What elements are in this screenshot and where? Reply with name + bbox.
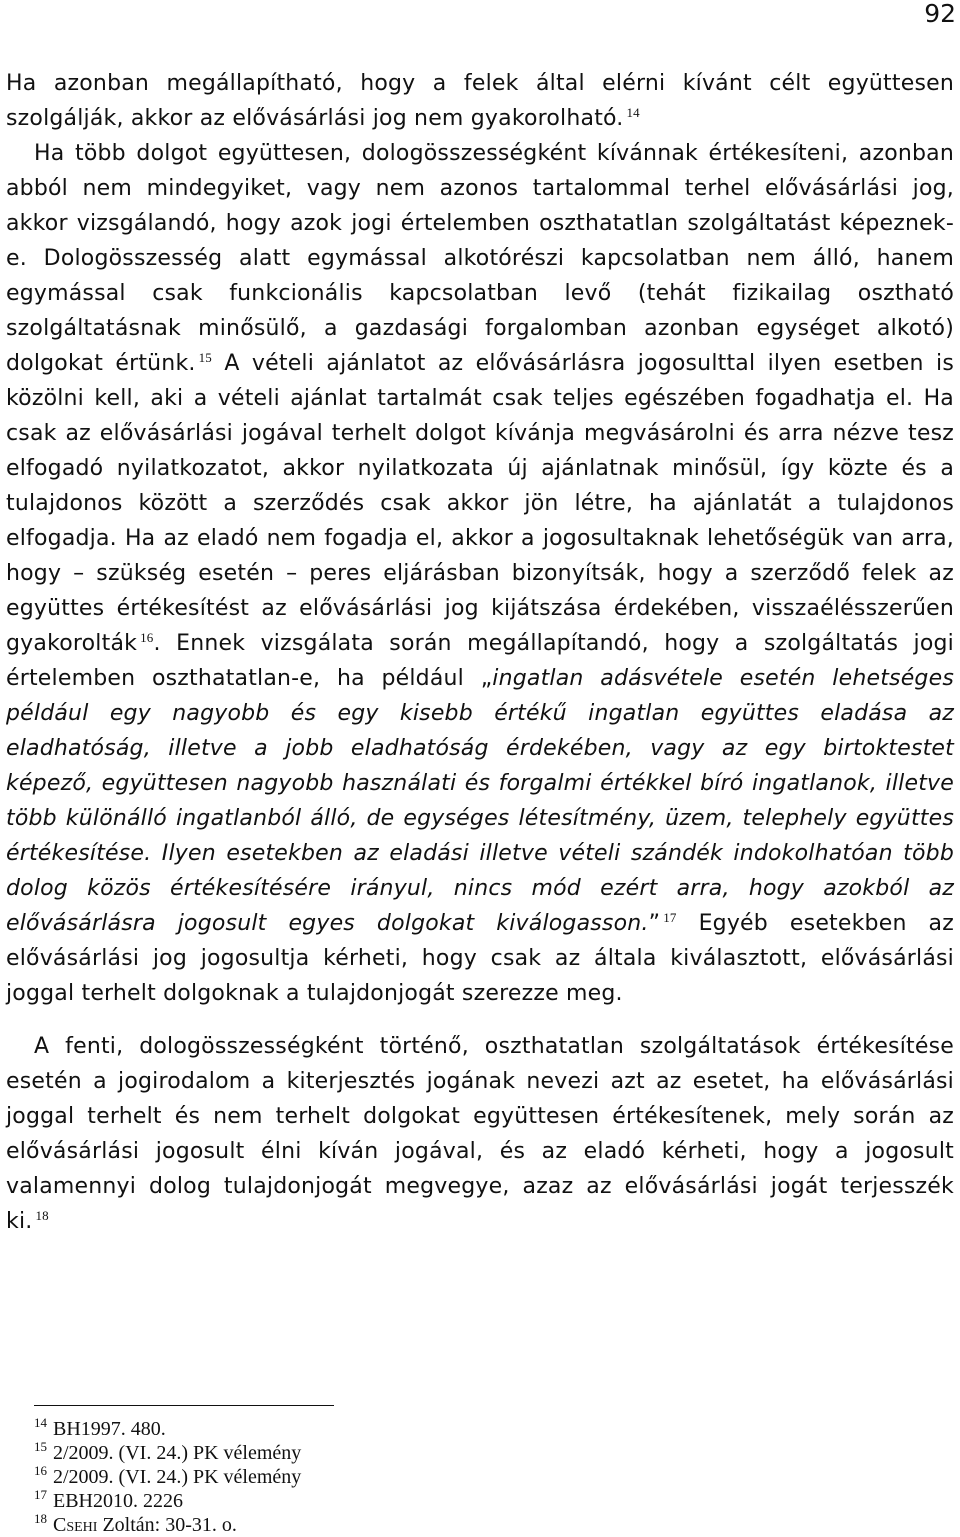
footnote-text: 2/2009. (VI. 24.) PK vélemény xyxy=(53,1466,302,1488)
footnote-ref-14[interactable]: 14 xyxy=(626,104,640,120)
footnote-number: 18 xyxy=(34,1511,47,1527)
footnote-number: 14 xyxy=(34,1415,47,1431)
paragraph-2 xyxy=(6,136,954,1011)
footnote-text: 2/2009. (VI. 24.) PK vélemény xyxy=(53,1442,302,1464)
footnote-number: 17 xyxy=(34,1487,47,1503)
footnote-18 xyxy=(34,1513,634,1537)
footnotes xyxy=(34,1417,634,1537)
footnote-ref-17[interactable]: 17 xyxy=(663,909,677,925)
footnote-number: 16 xyxy=(34,1463,47,1479)
main-text xyxy=(6,66,954,1239)
footnote-ref-16[interactable]: 16 xyxy=(140,629,154,645)
paragraph-2-part2: A vételi ajánlatot az elővásárlásra jogosulttal ilyen esetben is közölni kell, aki a vételi ajánlat tartalmát csak teljes egészében fogadhatja el. Ha csak az elővásárlási jogával terhelt dolgot kívánja megvásárolni és arra nézve tesz elfogadó nyilatkozatot, akkor nyilatkozata új ajánlatnak minősül, így közte és a tulajdonos között a szerződés csak akkor jön létre, ha ajánlatát a tulajdonos elfogadja. Ha az eladó nem fogadja el, akkor a jogosultaknak lehetőségük van arra, hogy – szükség esetén – peres eljárásban bizonyítsák, hogy a szerződő felek az együttes értékesítést az elővásárlási jog kijátszása érdekében, visszaélésszerűen gyakorolták xyxy=(6,351,954,656)
paragraph-1-text: Ha azonban megállapítható, hogy a felek által elérni kívánt célt együttesen szolgálják, akkor az elővásárlási jog nem gyakorolható. xyxy=(6,71,954,131)
footnote-16 xyxy=(34,1465,634,1489)
footnote-author: Csehi xyxy=(53,1514,98,1536)
paragraph-2-part1: Ha több dolgot együttesen, dologösszességként kívánnak értékesíteni, azonban abból nem mindegyiket, vagy nem azonos tartalommal terhel elővásárlási jog, akkor vizsgálandó, hogy azok jogi értelemben oszthatatlan szolgáltatást képeznek-e. Dologösszesség alatt egymással alkotórészi kapcsolatban nem álló, hanem egymással csak funkcionális kapcsolatban levő (tehát fizikailag osztható szolgáltatásnak minősülő, a gazdasági forgalomban azonban egységet alkotó) dolgokat értünk. xyxy=(6,141,954,376)
footnote-text: Zoltán: 30-31. o. xyxy=(97,1514,237,1536)
footnote-separator xyxy=(34,1405,334,1406)
paragraph-3 xyxy=(6,1029,954,1239)
footnote-text: EBH2010. 2226 xyxy=(53,1490,183,1512)
paragraph-2-part3: . Ennek vizsgálata során megállapítandó, hogy a szolgáltatás jogi értelemben oszthatatlan-e, ha például „ xyxy=(6,631,954,691)
footnote-17 xyxy=(34,1489,634,1513)
footnote-number: 15 xyxy=(34,1439,47,1455)
paragraph-3-text: A fenti, dologösszességként történő, oszthatatlan szolgáltatások értékesítése esetén a jogirodalom a kiterjesztés jogának nevezi azt az esetet, ha elővásárlási joggal terhelt és nem terhelt dolgokat együttesen értékesítenek, mely során az elővásárlási jogosult élni kíván jogával, és az eladó kérheti, hogy a jogosult valamennyi dolog tulajdonjogát megvegye, azaz az elővásárlási jogát terjesszék ki. xyxy=(6,1034,954,1234)
footnote-ref-15[interactable]: 15 xyxy=(198,349,212,365)
page-number: 92 xyxy=(924,0,956,28)
paragraph-2-part4: Egyéb esetekben az elővásárlási jog jogosultja kérheti, hogy csak az általa kiválasztott, elővásárlási joggal terhelt dolgoknak a tulajdonjogát szerezze meg. xyxy=(6,911,954,1006)
paragraph-1 xyxy=(6,66,954,136)
footnote-ref-18[interactable]: 18 xyxy=(35,1207,49,1223)
footnote-15 xyxy=(34,1441,634,1465)
closing-quote: ” xyxy=(648,911,661,936)
footnote-14 xyxy=(34,1417,634,1441)
quoted-court-text: ingatlan adásvétele esetén lehetséges például egy nagyobb és egy kisebb értékű ingatlan együttes eladása az eladhatóság, illetve a jobb eladhatóság érdekében, vagy az egy birtoktestet képező, együttesen nagyobb használati és forgalmi értékkel bíró ingatlanok, illetve több különálló ingatlanból álló, de egységes létesítmény, üzem, telephely együttes értékesítése. Ilyen esetekben az eladási illetve vételi szándék indokolhatóan több dolog közös értékesítésére irányul, nincs mód ezért arra, hogy azokból az elővásárlásra jogosult egyes dolgokat kiválogasson. xyxy=(6,666,954,936)
footnote-text: BH1997. 480. xyxy=(53,1418,166,1440)
